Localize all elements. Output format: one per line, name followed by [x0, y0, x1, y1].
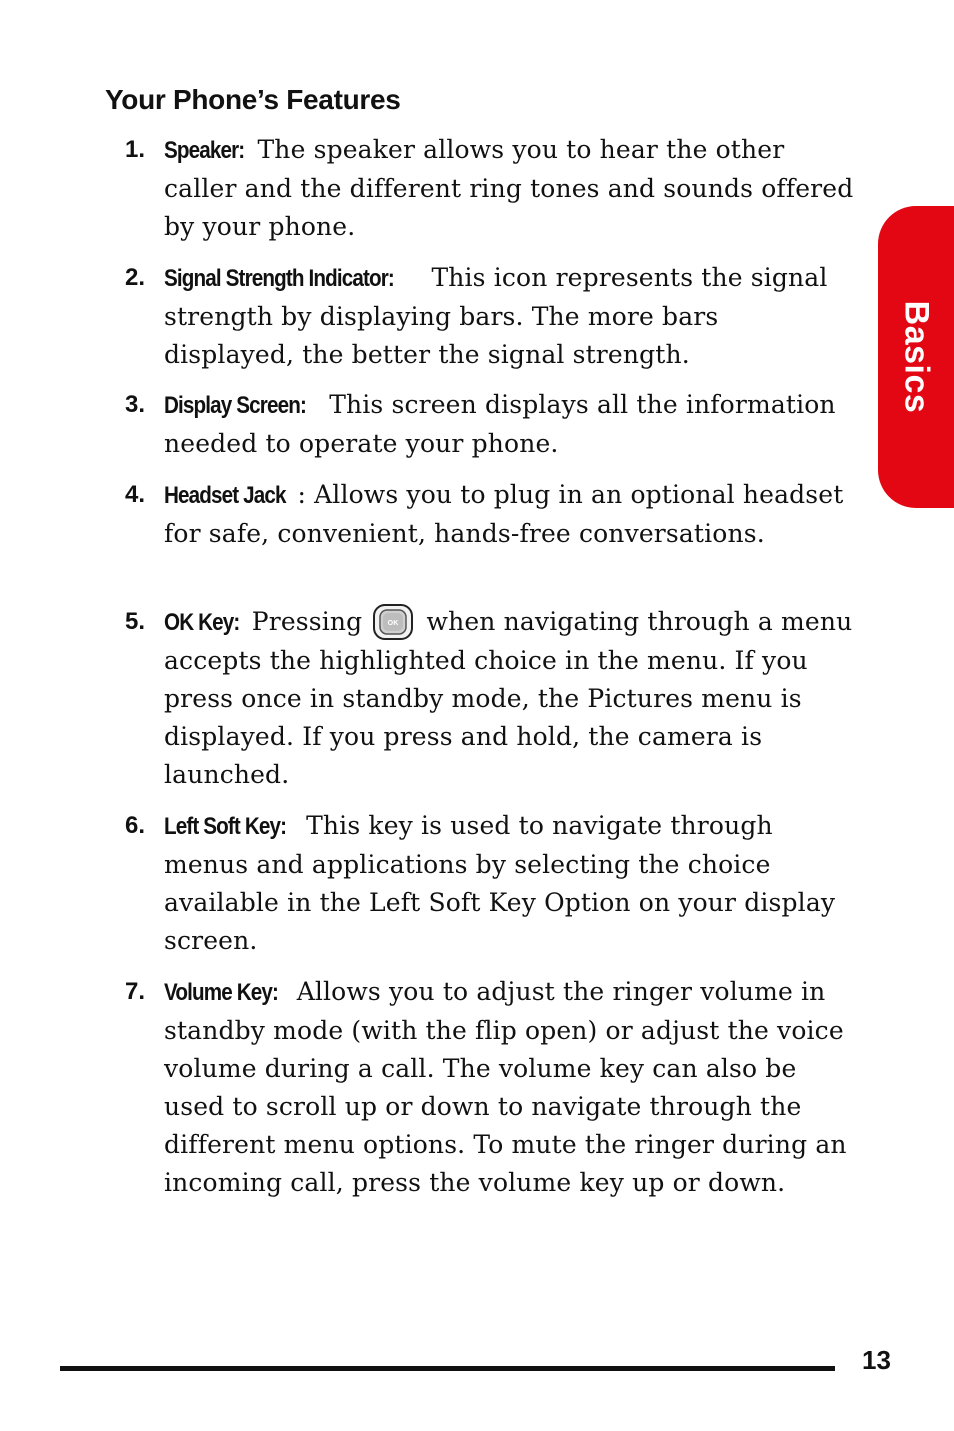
item-description: The speaker allows you to hear the other caller and the different ring tones and sounds offered by your phone. [164, 135, 854, 241]
side-tab-label: Basics [897, 300, 936, 414]
item-term: Headset Jack [164, 482, 286, 509]
item-text [164, 476, 854, 553]
ok-key-icon-label: OK [388, 620, 399, 627]
item-number: 1. [125, 136, 146, 163]
item-description: This key is used to navigate through menus and applications by selecting the choice available in the Left Soft Key Option on your display screen. [164, 811, 836, 955]
item-description: Allows you to adjust the ringer volume in standby mode (with the flip open) or adjust the voice volume during a call. The volume key can also be used to scroll up or down to navigate through the different menu options. To mute the ringer during an incoming call, press the volume key up or down. [164, 977, 847, 1197]
item-description-lead: Pressing [243, 607, 363, 636]
item-term: Speaker: [164, 137, 245, 164]
item-text [164, 259, 854, 374]
item-term: Left Soft Key: [164, 813, 287, 840]
page-number: 13 [862, 1345, 891, 1375]
item-term: OK Key: [164, 609, 240, 636]
item-text [164, 131, 854, 246]
section-side-tab [878, 206, 954, 508]
item-description: when navigating through a menu accepts the highlighted choice in the menu. If you press once in standby mode, the Pictures menu is displayed. If you press and hold, the camera is launched. [164, 607, 853, 789]
item-number: 2. [125, 264, 146, 291]
item-text [164, 603, 854, 794]
item-term: Display Screen: [164, 392, 306, 419]
item-description: : Allows you to plug in an optional headset for safe, convenient, hands-free conversations. [164, 480, 844, 548]
item-description: This screen displays all the information needed to operate your phone. [164, 390, 836, 458]
item-text [164, 386, 854, 463]
item-number: 3. [125, 391, 146, 418]
item-number: 4. [125, 481, 146, 508]
footer-rule [60, 1366, 835, 1371]
ok-key-icon [372, 604, 414, 640]
item-text [164, 973, 854, 1202]
item-number: 7. [125, 978, 146, 1005]
item-number: 5. [125, 608, 146, 635]
item-description: This icon represents the signal strength by displaying bars. The more bars displayed, the better the signal strength. [164, 263, 828, 369]
item-term: Volume Key: [164, 979, 279, 1006]
item-number: 6. [125, 812, 146, 839]
item-term: Signal Strength Indicator: [164, 265, 394, 292]
item-text [164, 807, 854, 960]
section-title: Your Phone’s Features [105, 84, 401, 115]
